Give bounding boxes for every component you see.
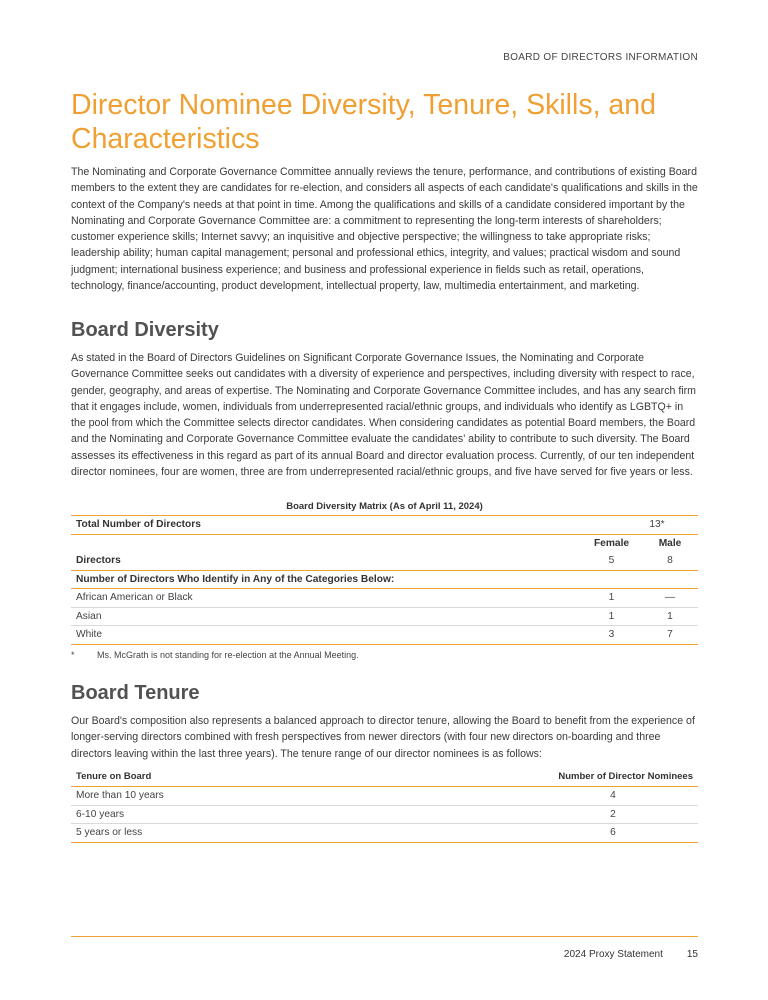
section-header: BOARD OF DIRECTORS INFORMATION [503,52,698,63]
board-diversity-heading: Board Diversity [71,319,219,341]
board-tenure-paragraph: Our Board's composition also represents a balanced approach to director tenure, allowing the Board to benefit from the experience of longer-serving directors combined with fresh perspectives from newer directors (with four new directors on-boarding and three directors leaving within the last three years). The tenure range of our director nominees is as follows: [71,715,695,760]
matrix-row-female: 3 [581,626,642,645]
col-male: Male [658,537,682,549]
diversity-matrix-caption: Board Diversity Matrix (As of April 11, 2024) [286,501,483,512]
footer-divider [71,936,698,937]
col-tenure: Tenure on Board [71,767,528,787]
tenure-label: 5 years or less [71,824,528,843]
page-title: Director Nominee Diversity, Tenure, Skills, and Characteristics [71,89,656,155]
directors-label: Directors [71,552,581,570]
matrix-row-label: White [71,626,581,645]
categories-label: Number of Directors Who Identify in Any of the Categories Below: [71,570,698,589]
col-female: Female [593,537,630,549]
matrix-row [71,589,698,608]
matrix-directors-row [71,552,698,570]
footnote-text: Ms. McGrath is not standing for re-election at the Annual Meeting. [97,650,359,660]
tenure-row [71,787,698,806]
matrix-row-male: 1 [642,607,698,626]
matrix-row-female: 1 [581,607,642,626]
tenure-count: 4 [528,787,698,806]
matrix-row-male: — [642,589,698,608]
footer-document-title: 2024 Proxy Statement [563,949,663,960]
footnote-mark: * [71,650,75,660]
directors-male: 8 [642,552,698,570]
matrix-total-row [71,516,698,535]
matrix-categories-row [71,570,698,589]
matrix-row-female: 1 [581,589,642,608]
matrix-row [71,626,698,645]
directors-female: 5 [581,552,642,570]
matrix-row-male: 7 [642,626,698,645]
tenure-label: More than 10 years [71,787,528,806]
matrix-footnote [71,650,359,660]
matrix-column-header-row [71,534,698,552]
board-tenure-heading: Board Tenure [71,682,200,704]
matrix-row-label: Asian [71,607,581,626]
total-value: 13* [581,516,698,535]
tenure-count: 2 [528,805,698,824]
board-diversity-paragraph: As stated in the Board of Directors Guidelines on Significant Corporate Governance Issues, the Nominating and Corporate Governance Committee seeks out candidates with a diversity of experience and perspectives, including diversity with respect to race, gender, geography, and areas of expertise. The Nominating and Corporate Governance Committee includes, and has any search firm that it engages include, women, individuals from underrepresented racial/ethnic groups, and individuals who identify as LGBTQ+ in the pool from which the Committee selects director candidates. When considering candidates as potential Board members, the Board and the Nominating and Corporate Governance Committee evaluate the candidates' ability to contribute to such diversity. The Board assesses its effectiveness in this regard as part of its annual Board and director evaluation process. Currently, of our ten independent director nominees, four are women, three are from underrepresented racial/ethnic groups, and five have served for five years or less. [71,352,696,479]
col-count: Number of Director Nominees [528,767,698,787]
tenure-row [71,805,698,824]
page-footer [564,949,698,960]
page-number: 15 [686,949,698,960]
total-label: Total Number of Directors [71,516,581,535]
intro-paragraph: The Nominating and Corporate Governance Committee annually reviews the tenure, performance, and contributions of existing Board members to the extent they are candidates for re-election, and considers all aspects of each candidate's qualifications and skills in the context of the Company's needs at that point in time. Among the qualifications and skills of a candidate considered important by the Nominating and Corporate Governance Committee are: a commitment to representing the long-term interests of shareholders; customer experience skills; Internet savvy; an inquisitive and objective perspective; the willingness to take appropriate risks; leadership ability; human capital management; personal and professional ethics, integrity, and values; practical wisdom and sound judgment; international business experience; and business and professional experience in fields such as retail, operations, technology, finance/accounting, product development, intellectual property, law, multimedia entertainment, and marketing. [71,166,698,293]
tenure-label: 6-10 years [71,805,528,824]
tenure-count: 6 [528,824,698,843]
matrix-row-label: African American or Black [71,589,581,608]
tenure-header-row [71,767,698,787]
tenure-table [71,767,698,843]
tenure-row [71,824,698,843]
diversity-matrix-table [71,515,698,645]
matrix-row [71,607,698,626]
